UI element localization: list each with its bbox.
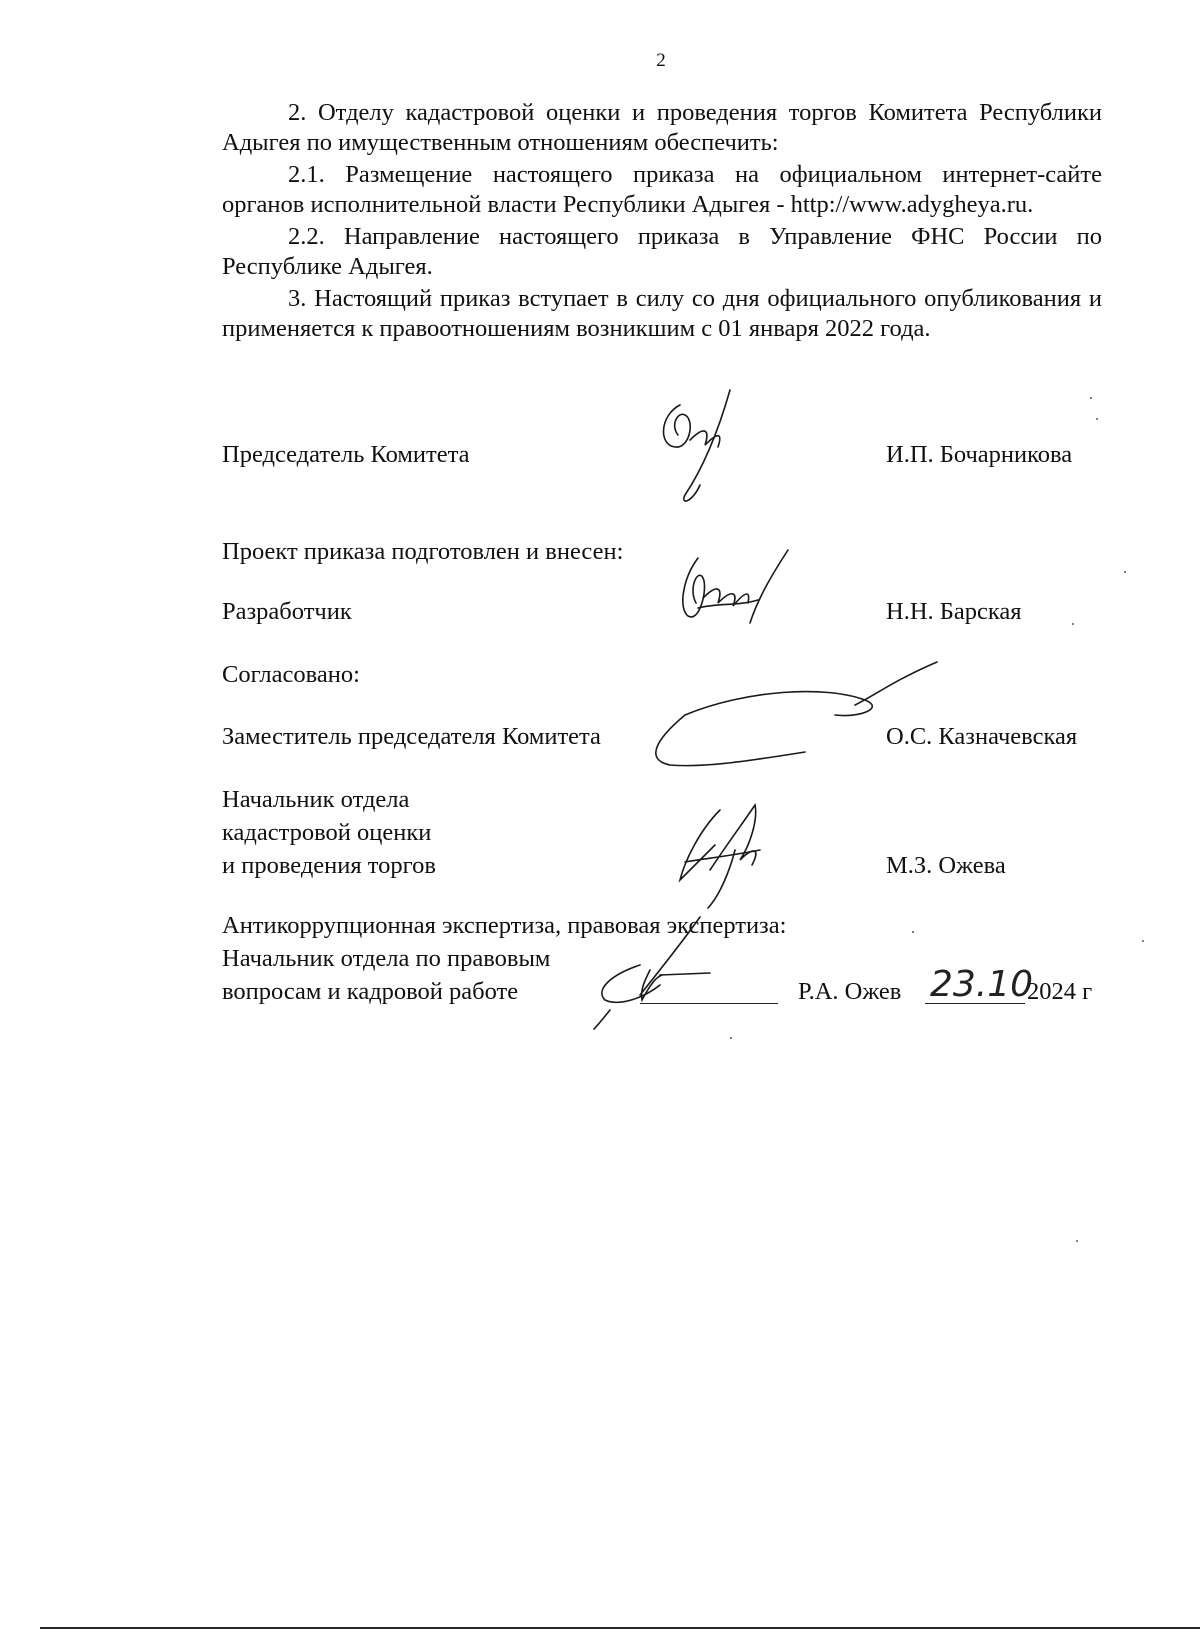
dept-head-title-line-3: и проведения торгов <box>222 852 436 879</box>
scan-speck <box>1142 940 1144 942</box>
order-body <box>222 98 1102 346</box>
scan-speck <box>1076 1240 1078 1242</box>
deputy-signature <box>645 660 945 770</box>
scan-speck <box>1124 571 1126 573</box>
dept-head-name: М.З. Ожева <box>886 852 1006 879</box>
scan-speck <box>1072 623 1074 625</box>
dept-head-signature <box>680 800 780 910</box>
paragraph-2-1: 2.1. Размещение настоящего приказа на официальном интернет-сайте органов исполнительной власти Республики Адыгея - http://www.adygheya.ru. <box>222 161 1102 218</box>
deputy-title: Заместитель председателя Комитета <box>222 723 601 750</box>
developer-title: Разработчик <box>222 598 352 625</box>
page-number: 2 <box>656 50 666 71</box>
legal-head-date-year: 2024 г <box>1027 978 1093 1005</box>
expertise-heading: Антикоррупционная экспертиза, правовая экспертиза: <box>222 912 787 939</box>
legal-head-signature <box>590 915 730 1030</box>
chairman-signature <box>650 385 760 510</box>
deputy-name: О.С. Казначевская <box>886 723 1078 750</box>
scan-bottom-edge <box>40 1627 1200 1629</box>
scan-speck <box>1090 397 1092 399</box>
paragraph-2: 2. Отделу кадастровой оценки и проведения торгов Комитета Республики Адыгея по имущественным отношениям обеспечить: <box>222 99 1102 156</box>
dept-head-title-line-1: Начальник отдела <box>222 786 410 813</box>
scan-speck <box>912 931 914 933</box>
chairman-title: Председатель Комитета <box>222 441 470 468</box>
date-underline <box>925 1003 1025 1004</box>
dept-head-title-line-2: кадастровой оценки <box>222 819 432 846</box>
prepared-heading: Проект приказа подготовлен и внесен: <box>222 538 624 565</box>
handwritten-date: 23.10 <box>930 964 1034 1005</box>
agreed-heading: Согласовано: <box>222 661 360 688</box>
developer-signature <box>678 548 798 628</box>
scan-speck <box>1096 418 1098 420</box>
legal-head-name: Р.А. Ожев <box>798 978 902 1005</box>
paragraph-2-2: 2.2. Направление настоящего приказа в Управление ФНС России по Республике Адыгея. <box>222 223 1102 280</box>
legal-head-title-line-1: Начальник отдела по правовым <box>222 945 551 972</box>
legal-head-title-line-2: вопросам и кадровой работе <box>222 978 519 1005</box>
scan-speck <box>730 1037 732 1039</box>
developer-name: Н.Н. Барская <box>886 598 1022 625</box>
paragraph-3: 3. Настоящий приказ вступает в силу со дня официального опубликования и применяется к правоотношениям возникшим с 01 января 2022 года. <box>222 285 1102 342</box>
chairman-name: И.П. Бочарникова <box>886 441 1073 468</box>
